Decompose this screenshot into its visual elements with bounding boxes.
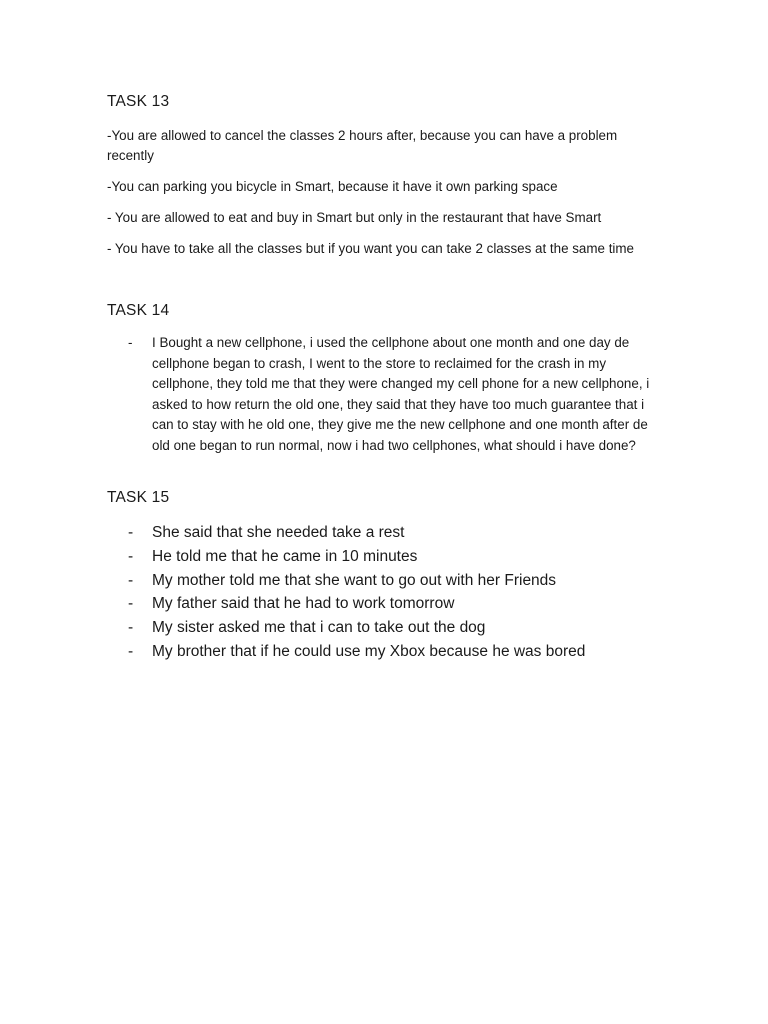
task15-item-text: He told me that he came in 10 minutes xyxy=(152,547,418,565)
task13-line: -You can parking you bicycle in Smart, because it have it own parking space xyxy=(107,179,558,194)
task14-list xyxy=(0,333,768,456)
bullet-dash: - xyxy=(128,642,134,660)
task13-line: -You are allowed to cancel the classes 2 hours after, because you can have a problem recently xyxy=(107,128,618,163)
task15-item xyxy=(0,592,768,616)
task14-item xyxy=(0,333,660,456)
bullet-dash: - xyxy=(128,335,133,350)
bullet-dash: - xyxy=(128,619,134,637)
task13-line: - You are allowed to eat and buy in Smart but only in the restaurant that have Smart xyxy=(107,210,602,225)
task15-item-text: My brother that if he could use my Xbox because he was bored xyxy=(152,642,586,660)
task15-item xyxy=(0,521,768,545)
task15-item-text: My mother told me that she want to go out with her Friends xyxy=(152,571,557,589)
task15-item-text: My sister asked me that i can to take out the dog xyxy=(152,619,486,637)
task15-item-text: She said that she needed take a rest xyxy=(152,524,405,541)
task15-item xyxy=(0,616,768,640)
task15-list xyxy=(0,521,768,664)
task15-item-text: My father said that he had to work tomorrow xyxy=(152,595,455,613)
task13-line: - You have to take all the classes but if you want you can take 2 classes at the same time xyxy=(107,241,634,256)
bullet-dash: - xyxy=(128,547,134,565)
task14-item-text: I Bought a new cellphone, i used the cellphone about one month and one day de cellphone began to crash, I went to the store to reclaimed for the crash in my cellphone, they told me that they were changed my cell phone for a new cellphone, i asked to how return the old one, they said that they have too much guarantee that i can to stay with he old one, they give me the new cellphone and one month after de old one began to run normal, now i had two cellphones, what should i have done? xyxy=(152,335,650,453)
task15-heading: TASK 15 xyxy=(107,489,170,506)
task13-heading: TASK 13 xyxy=(107,93,170,110)
bullet-dash: - xyxy=(128,524,134,541)
bullet-dash: - xyxy=(128,571,134,589)
bullet-dash: - xyxy=(128,595,134,613)
task14-heading: TASK 14 xyxy=(107,302,170,319)
task15-item xyxy=(0,545,768,569)
task15-item xyxy=(0,569,768,593)
task15-item xyxy=(0,640,768,664)
